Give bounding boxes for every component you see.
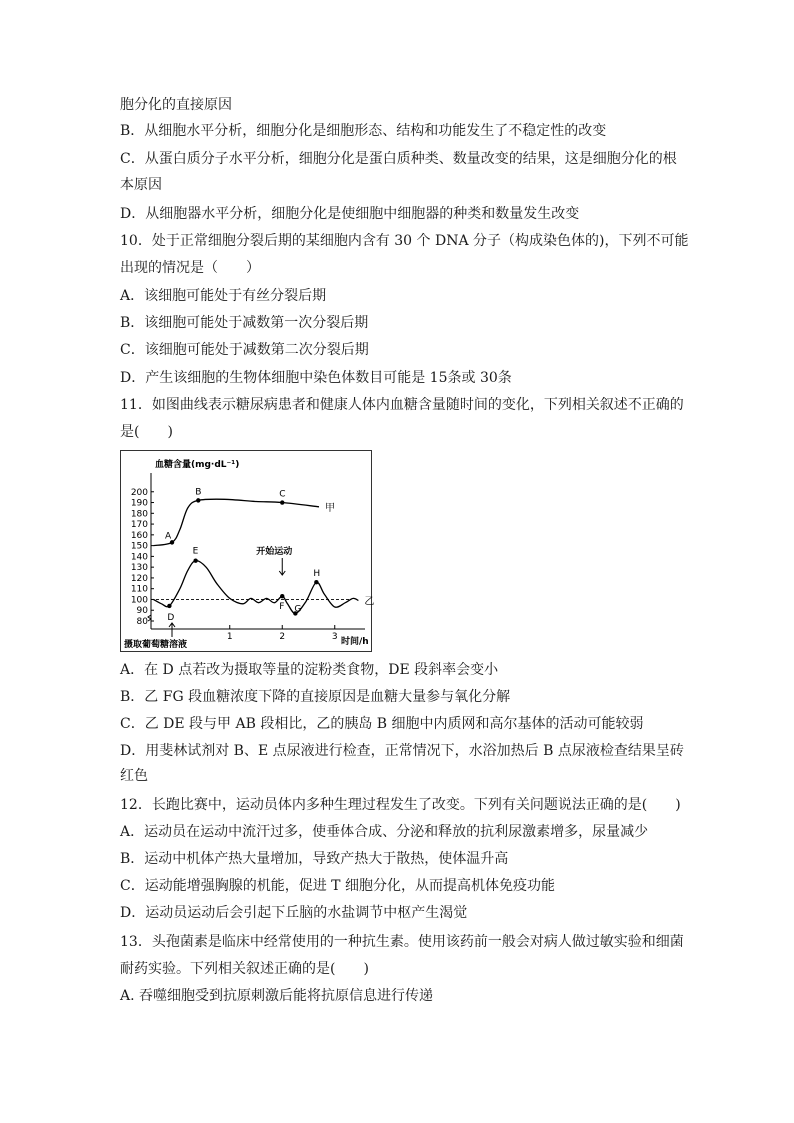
text-line: C．乙 DE 段与甲 AB 段相比，乙的胰岛 B 细胞中内质网和高尔基体的活动可能较弱 xyxy=(120,716,644,732)
text-line: 耐药实验。下列相关叙述正确的是( ) xyxy=(120,961,369,977)
y-tick-label: 180 xyxy=(130,509,148,520)
text-line: 红色 xyxy=(120,768,148,784)
text-line: 11．如图曲线表示糖尿病患者和健康人体内血糖含量随时间的变化，下列相关叙述不正确的 xyxy=(120,397,684,413)
text-line: 本原因 xyxy=(120,177,162,193)
chart-svg xyxy=(121,451,375,651)
blood-glucose-chart xyxy=(120,450,375,652)
y-tick-label: 110 xyxy=(130,584,148,595)
point-label: G xyxy=(294,604,302,615)
point-label: A xyxy=(165,531,172,542)
y-axis-label: 血糖含量(mg·dL⁻¹) xyxy=(155,460,240,470)
data-point xyxy=(196,498,200,502)
y-tick-label: 190 xyxy=(130,498,148,509)
y-tick-label: 170 xyxy=(130,520,148,531)
text-line: B．运动中机体产热大量增加，导致产热大于散热，使体温升高 xyxy=(120,851,509,867)
data-point xyxy=(280,594,284,598)
data-point xyxy=(280,500,284,504)
x-ticks xyxy=(227,625,338,642)
y-tick-label: 200 xyxy=(130,487,148,498)
text-line: A．该细胞可能处于有丝分裂后期 xyxy=(120,288,327,304)
series-label: 甲 xyxy=(325,502,335,514)
data-point xyxy=(314,580,318,584)
text-line: C．运动能增强胸腺的机能，促进 T 细胞分化，从而提高机体免疫功能 xyxy=(120,878,555,894)
y-tick-label: 90 xyxy=(136,606,148,617)
intake-annotation: 摄取葡萄糖溶液 xyxy=(124,640,188,650)
text-line: C．从蛋白质分子水平分析，细胞分化是蛋白质种类、数量改变的结果，这是细胞分化的根 xyxy=(120,151,677,167)
x-axis-label: 时间/h xyxy=(341,637,369,647)
series-line xyxy=(154,561,359,614)
text-line: D．从细胞器水平分析，细胞分化是使细胞中细胞器的种类和数量发生改变 xyxy=(120,206,580,222)
text-line: D．产生该细胞的生物体细胞中染色体数目可能是 15条或 30条 xyxy=(120,370,512,386)
exercise-annotation: 开始运动 xyxy=(256,547,293,557)
text-line: 胞分化的直接原因 xyxy=(120,97,232,113)
point-label: H xyxy=(313,569,321,580)
data-point xyxy=(167,604,171,608)
point-label: C xyxy=(279,489,286,500)
text-line: B．乙 FG 段血糖浓度下降的直接原因是血糖大量参与氧化分解 xyxy=(120,689,511,705)
text-line: A. 吞噬细胞受到抗原刺激后能将抗原信息进行传递 xyxy=(120,988,434,1004)
y-tick-label: 100 xyxy=(130,595,148,606)
text-line: D．运动员运动后会引起下丘脑的水盐调节中枢产生渴觉 xyxy=(120,905,468,921)
point-label: F xyxy=(279,602,285,613)
data-point xyxy=(193,558,197,562)
series-label: 乙 xyxy=(364,596,375,608)
annotations xyxy=(124,545,292,650)
text-line: D．用斐林试剂对 B、E 点尿液进行检查，正常情况下，水浴加热后 B 点尿液检查结果呈砖 xyxy=(120,743,684,759)
point-label: E xyxy=(192,546,199,557)
y-tick-label: 150 xyxy=(130,541,148,552)
text-line: B．该细胞可能处于减数第一次分裂后期 xyxy=(120,315,369,331)
text-line: 出现的情况是（ ） xyxy=(120,260,260,276)
text-line: A．在 D 点若改为摄取等量的淀粉类食物，DE 段斜率会变小 xyxy=(120,662,499,678)
series-line xyxy=(154,499,319,545)
y-tick-label: 140 xyxy=(130,552,148,563)
point-label: B xyxy=(195,487,202,498)
text-line: C．该细胞可能处于减数第二次分裂后期 xyxy=(120,342,369,358)
intake-arrow-icon xyxy=(169,623,175,637)
y-tick-label: 80 xyxy=(136,617,148,627)
text-line: B．从细胞水平分析，细胞分化是细胞形态、结构和功能发生了不稳定性的改变 xyxy=(120,123,607,139)
x-tick-label: 1 xyxy=(226,632,233,642)
text-line: 12．长跑比赛中，运动员体内多种生理过程发生了改变。下列有关问题说法正确的是( ) xyxy=(120,797,681,813)
x-tick-label: 3 xyxy=(331,632,338,642)
text-line: 10．处于正常细胞分裂后期的某细胞内含有 30 个 DNA 分子（构成染色体的)，下列不可能 xyxy=(120,233,689,249)
y-tick-label: 130 xyxy=(130,563,148,574)
text-line: A．运动员在运动中流汗过多，使垂体合成、分泌和释放的抗利尿激素增多，尿量减少 xyxy=(120,824,649,840)
text-line: 13．头孢菌素是临床中经常使用的一种抗生素。使用该药前一般会对病人做过敏实验和细菌 xyxy=(120,934,684,950)
y-tick-label: 120 xyxy=(130,573,148,584)
y-tick-label: 160 xyxy=(130,530,148,541)
text-line: 是( ) xyxy=(120,424,173,440)
x-tick-label: 2 xyxy=(279,632,286,642)
point-label: D xyxy=(167,612,175,623)
exercise-arrow-icon xyxy=(279,558,285,575)
